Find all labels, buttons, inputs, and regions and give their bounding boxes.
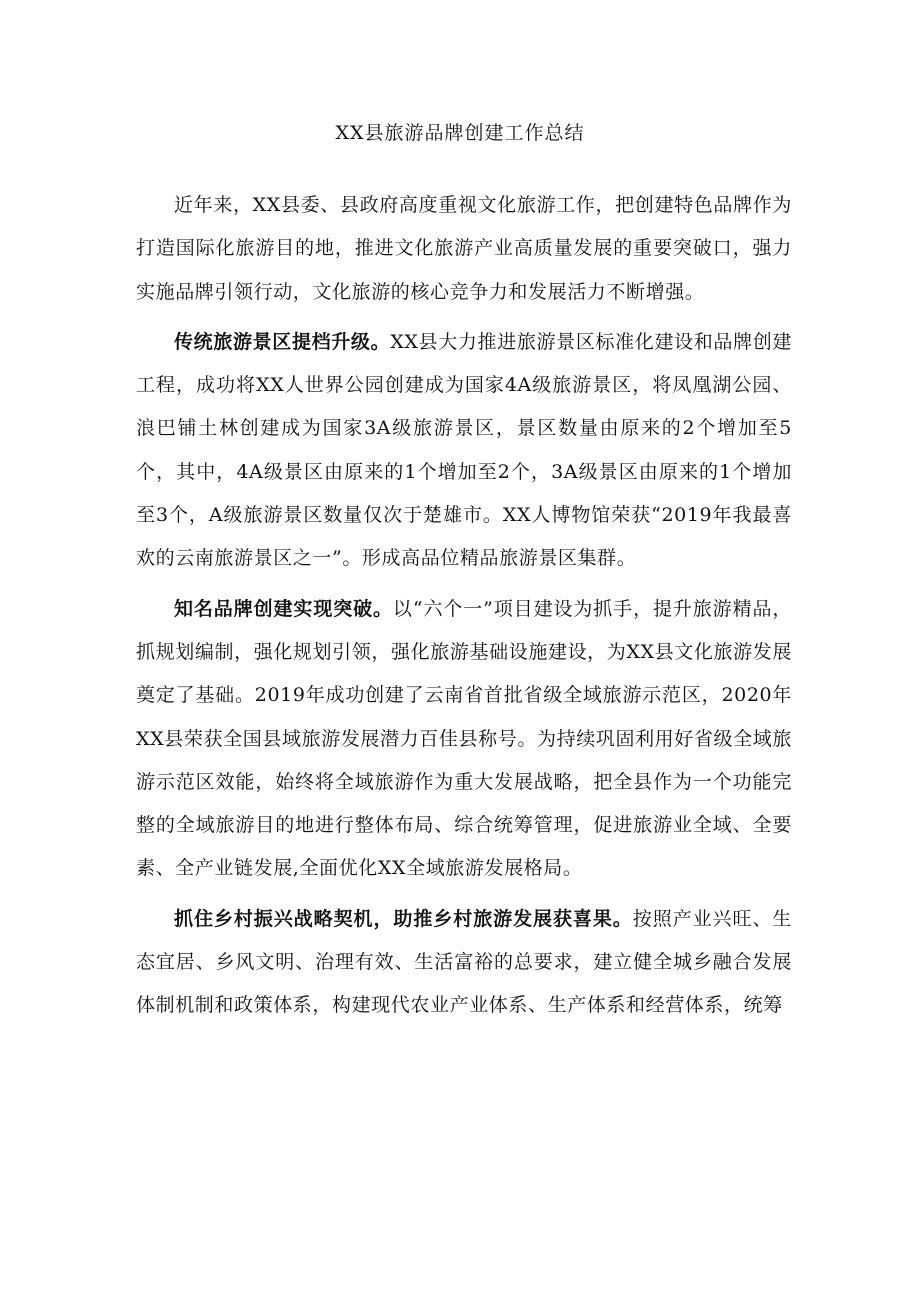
- paragraph-text: 近年来，XX县委、县政府高度重视文化旅游工作，把创建特色品牌作为打造国际化旅游目的地，推进文化旅游产业高质量发展的重要突破口，强力实施品牌引领行动，文化旅游的核心竞争力和发展活力不断增强。: [136, 194, 792, 303]
- paragraph-lead: 传统旅游景区提档升级。: [174, 330, 391, 353]
- document-body: [136, 184, 792, 1035]
- paragraph-text: 按照产业兴旺、生态宜居、乡风文明、治理有效、生活富裕的总要求，建立健全城乡融合发展体制机制和政策体系，构建现代农业产业体系、生产体系和经营体系，统筹: [136, 907, 792, 1017]
- paragraph-lead: 抓住乡村振兴战略契机，助推乡村旅游发展获喜果。: [174, 907, 633, 930]
- paragraph-text: 以“六个一”项目建设为抓手，提升旅游精品，抓规划编制，强化规划引领，强化旅游基础设施建设，为XX县文化旅游发展奠定了基础。2019年成功创建了云南省首批省级全域旅游示范区，2020年XX县荣获全国县域旅游发展潜力百佳县称号。为持续巩固利用好省级全域旅游示范区效能，始终将全域旅游作为重大发展战略，把全县作为一个功能完整的全域旅游目的地进行整体布局、综合统筹管理，促进旅游业全域、全要素、全产业链发展,全面优化XX全域旅游发展格局。: [136, 597, 792, 880]
- paragraph-brand-breakthrough: [136, 588, 792, 891]
- paragraph-intro: [136, 184, 792, 314]
- document-title: XX县旅游品牌创建工作总结: [335, 122, 585, 144]
- paragraph-rural-revitalization: [136, 898, 792, 1028]
- paragraph-text: XX县大力推进旅游景区标准化建设和品牌创建工程，成功将XX人世界公园创建成为国家4A级旅游景区，将凤凰湖公园、浪巴铺土林创建成为国家3A级旅游景区，景区数量由原来的2个增加至5个，其中，4A级景区由原来的1个增加至2个，3A级景区由原来的1个增加至3个，A级旅游景区数量仅次于楚雄市。XX人博物馆荣获“2019年我最喜欢的云南旅游景区之一”。形成高品位精品旅游景区集群。: [136, 330, 793, 570]
- paragraph-lead: 知名品牌创建实现突破。: [174, 597, 393, 620]
- paragraph-scenic-upgrade: [136, 321, 792, 581]
